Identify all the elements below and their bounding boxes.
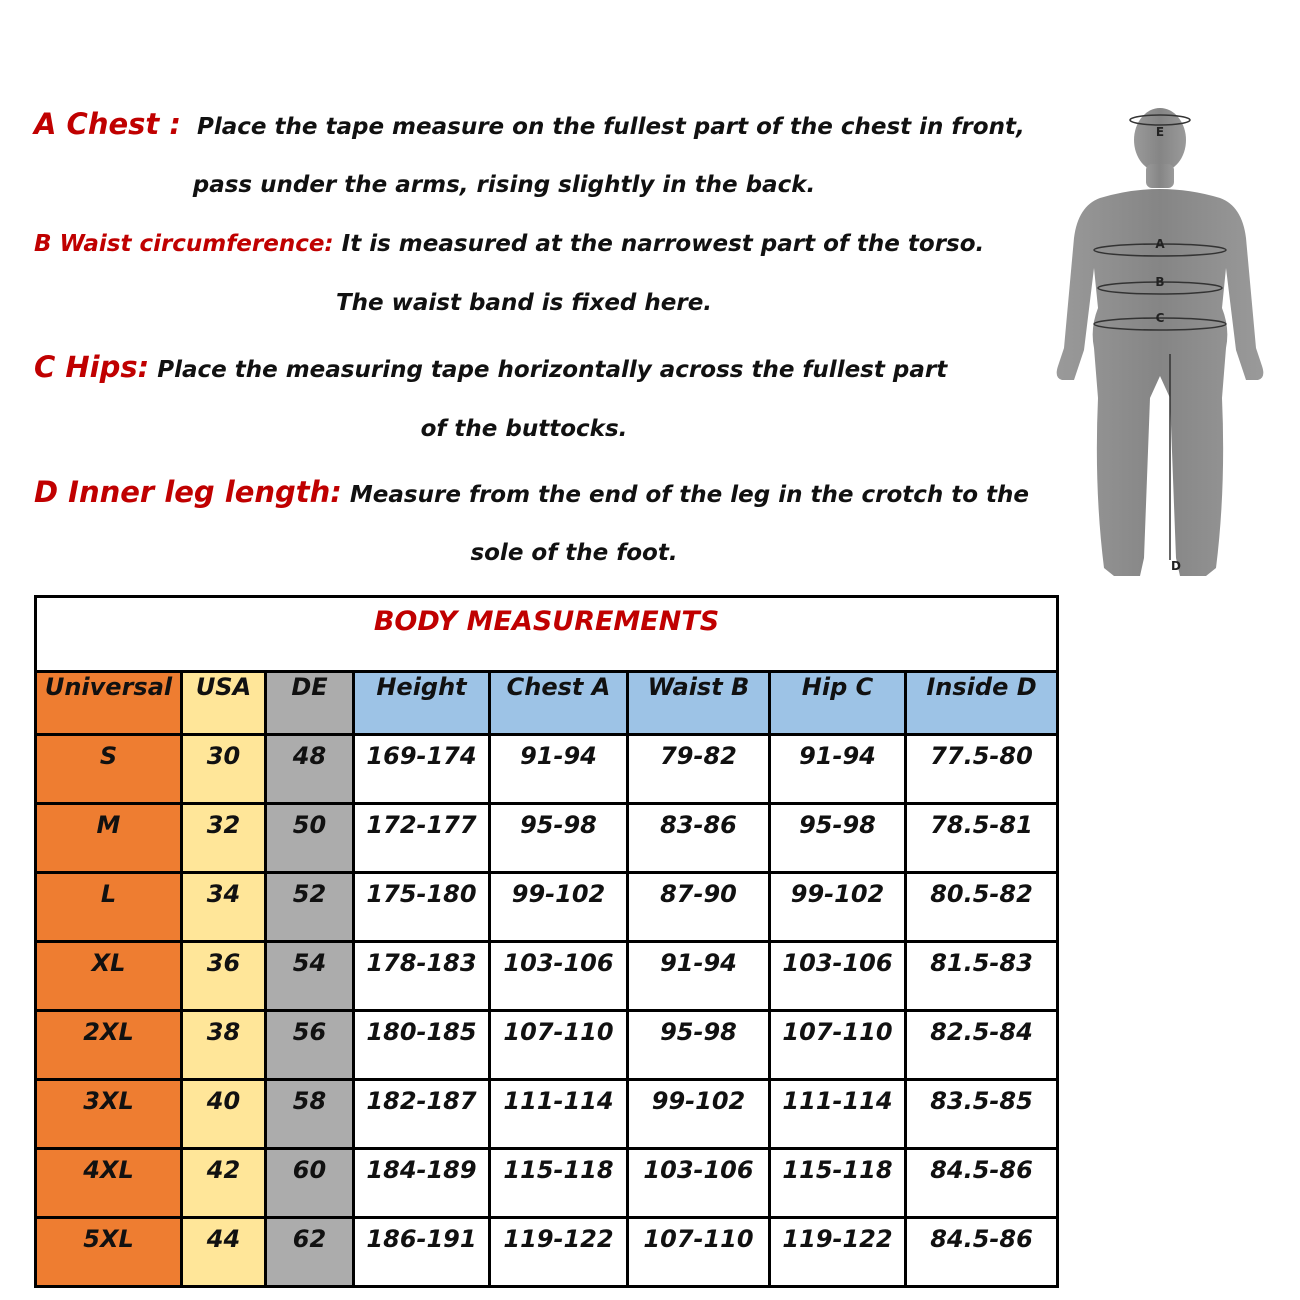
cell-universal: 2XL: [36, 1011, 182, 1080]
cell-waist: 79-82: [628, 735, 770, 804]
cell-universal: S: [36, 735, 182, 804]
chest-text-2: pass under the arms, rising slightly in the back.: [192, 172, 816, 198]
cell-universal: M: [36, 804, 182, 873]
cell-usa: 34: [182, 873, 266, 942]
chest-text-1: Place the tape measure on the fullest part of the chest in front,: [196, 114, 1025, 140]
cell-universal: 3XL: [36, 1080, 182, 1149]
table-header-row: [36, 672, 1058, 735]
cell-hip: 103-106: [770, 942, 906, 1011]
cell-height: 172-177: [354, 804, 490, 873]
header-universal: Universal: [36, 672, 182, 735]
table-row: [36, 1218, 1058, 1287]
cell-inside: 82.5-84: [906, 1011, 1058, 1080]
table-row: [36, 873, 1058, 942]
cell-height: 180-185: [354, 1011, 490, 1080]
cell-waist: 87-90: [628, 873, 770, 942]
chest-label: A Chest :: [34, 107, 181, 141]
cell-hip: 119-122: [770, 1218, 906, 1287]
cell-de: 48: [266, 735, 354, 804]
cell-waist: 103-106: [628, 1149, 770, 1218]
hips-text-2: of the buttocks.: [420, 416, 628, 442]
header-waist: Waist B: [628, 672, 770, 735]
cell-chest: 107-110: [490, 1011, 628, 1080]
table-body: [36, 735, 1058, 1287]
leg-text-1: Measure from the end of the leg in the crotch to the: [349, 482, 1030, 508]
table-title: BODY MEASUREMENTS: [36, 597, 1058, 672]
cell-usa: 40: [182, 1080, 266, 1149]
cell-usa: 38: [182, 1011, 266, 1080]
cell-height: 178-183: [354, 942, 490, 1011]
cell-usa: 44: [182, 1218, 266, 1287]
cell-hip: 91-94: [770, 735, 906, 804]
cell-waist: 99-102: [628, 1080, 770, 1149]
cell-chest: 95-98: [490, 804, 628, 873]
cell-height: 182-187: [354, 1080, 490, 1149]
body-measurements-table: [34, 595, 1059, 1288]
marker-d: D: [1171, 559, 1181, 573]
cell-inside: 84.5-86: [906, 1218, 1058, 1287]
cell-de: 58: [266, 1080, 354, 1149]
cell-de: 60: [266, 1149, 354, 1218]
cell-de: 50: [266, 804, 354, 873]
header-usa: USA: [182, 672, 266, 735]
cell-waist: 83-86: [628, 804, 770, 873]
waist-label: B Waist circumference:: [34, 231, 334, 257]
table-row: [36, 1149, 1058, 1218]
cell-inside: 77.5-80: [906, 735, 1058, 804]
header-chest: Chest A: [490, 672, 628, 735]
leg-instruction: [34, 475, 1029, 509]
marker-c: C: [1155, 311, 1165, 325]
cell-de: 62: [266, 1218, 354, 1287]
table-row: [36, 1011, 1058, 1080]
header-hip: Hip C: [770, 672, 906, 735]
cell-inside: 81.5-83: [906, 942, 1058, 1011]
cell-universal: 4XL: [36, 1149, 182, 1218]
cell-usa: 36: [182, 942, 266, 1011]
cell-hip: 111-114: [770, 1080, 906, 1149]
cell-hip: 95-98: [770, 804, 906, 873]
cell-height: 184-189: [354, 1149, 490, 1218]
cell-chest: 119-122: [490, 1218, 628, 1287]
cell-chest: 103-106: [490, 942, 628, 1011]
cell-usa: 42: [182, 1149, 266, 1218]
cell-height: 186-191: [354, 1218, 490, 1287]
header-inside: Inside D: [906, 672, 1058, 735]
header-height: Height: [354, 672, 490, 735]
marker-e: E: [1155, 125, 1165, 139]
table-row: [36, 735, 1058, 804]
cell-inside: 83.5-85: [906, 1080, 1058, 1149]
body-silhouette-icon: [1057, 108, 1264, 576]
marker-a: A: [1155, 237, 1165, 251]
hips-label: C Hips:: [34, 350, 150, 384]
chest-instruction: [34, 107, 1025, 141]
cell-de: 54: [266, 942, 354, 1011]
cell-universal: 5XL: [36, 1218, 182, 1287]
cell-waist: 91-94: [628, 942, 770, 1011]
cell-usa: 32: [182, 804, 266, 873]
cell-chest: 115-118: [490, 1149, 628, 1218]
cell-chest: 91-94: [490, 735, 628, 804]
cell-hip: 115-118: [770, 1149, 906, 1218]
table-row: [36, 942, 1058, 1011]
cell-universal: XL: [36, 942, 182, 1011]
cell-inside: 78.5-81: [906, 804, 1058, 873]
cell-inside: 84.5-86: [906, 1149, 1058, 1218]
leg-text-2: sole of the foot.: [470, 540, 678, 566]
header-de: DE: [266, 672, 354, 735]
marker-b: B: [1155, 275, 1165, 289]
waist-text-2: The waist band is fixed here.: [335, 290, 713, 316]
cell-de: 52: [266, 873, 354, 942]
cell-chest: 111-114: [490, 1080, 628, 1149]
cell-hip: 107-110: [770, 1011, 906, 1080]
cell-universal: L: [36, 873, 182, 942]
hips-instruction: [34, 350, 947, 384]
cell-inside: 80.5-82: [906, 873, 1058, 942]
cell-hip: 99-102: [770, 873, 906, 942]
cell-usa: 30: [182, 735, 266, 804]
cell-height: 169-174: [354, 735, 490, 804]
cell-waist: 107-110: [628, 1218, 770, 1287]
table-row: [36, 804, 1058, 873]
cell-chest: 99-102: [490, 873, 628, 942]
waist-text-1: It is measured at the narrowest part of the torso.: [341, 231, 985, 257]
table-row: [36, 1080, 1058, 1149]
body-figure-illustration: [1030, 98, 1290, 582]
cell-de: 56: [266, 1011, 354, 1080]
waist-instruction: [34, 231, 984, 257]
hips-text-1: Place the measuring tape horizontally across the fullest part: [157, 357, 948, 383]
cell-height: 175-180: [354, 873, 490, 942]
cell-waist: 95-98: [628, 1011, 770, 1080]
leg-label: D Inner leg length:: [34, 475, 342, 509]
